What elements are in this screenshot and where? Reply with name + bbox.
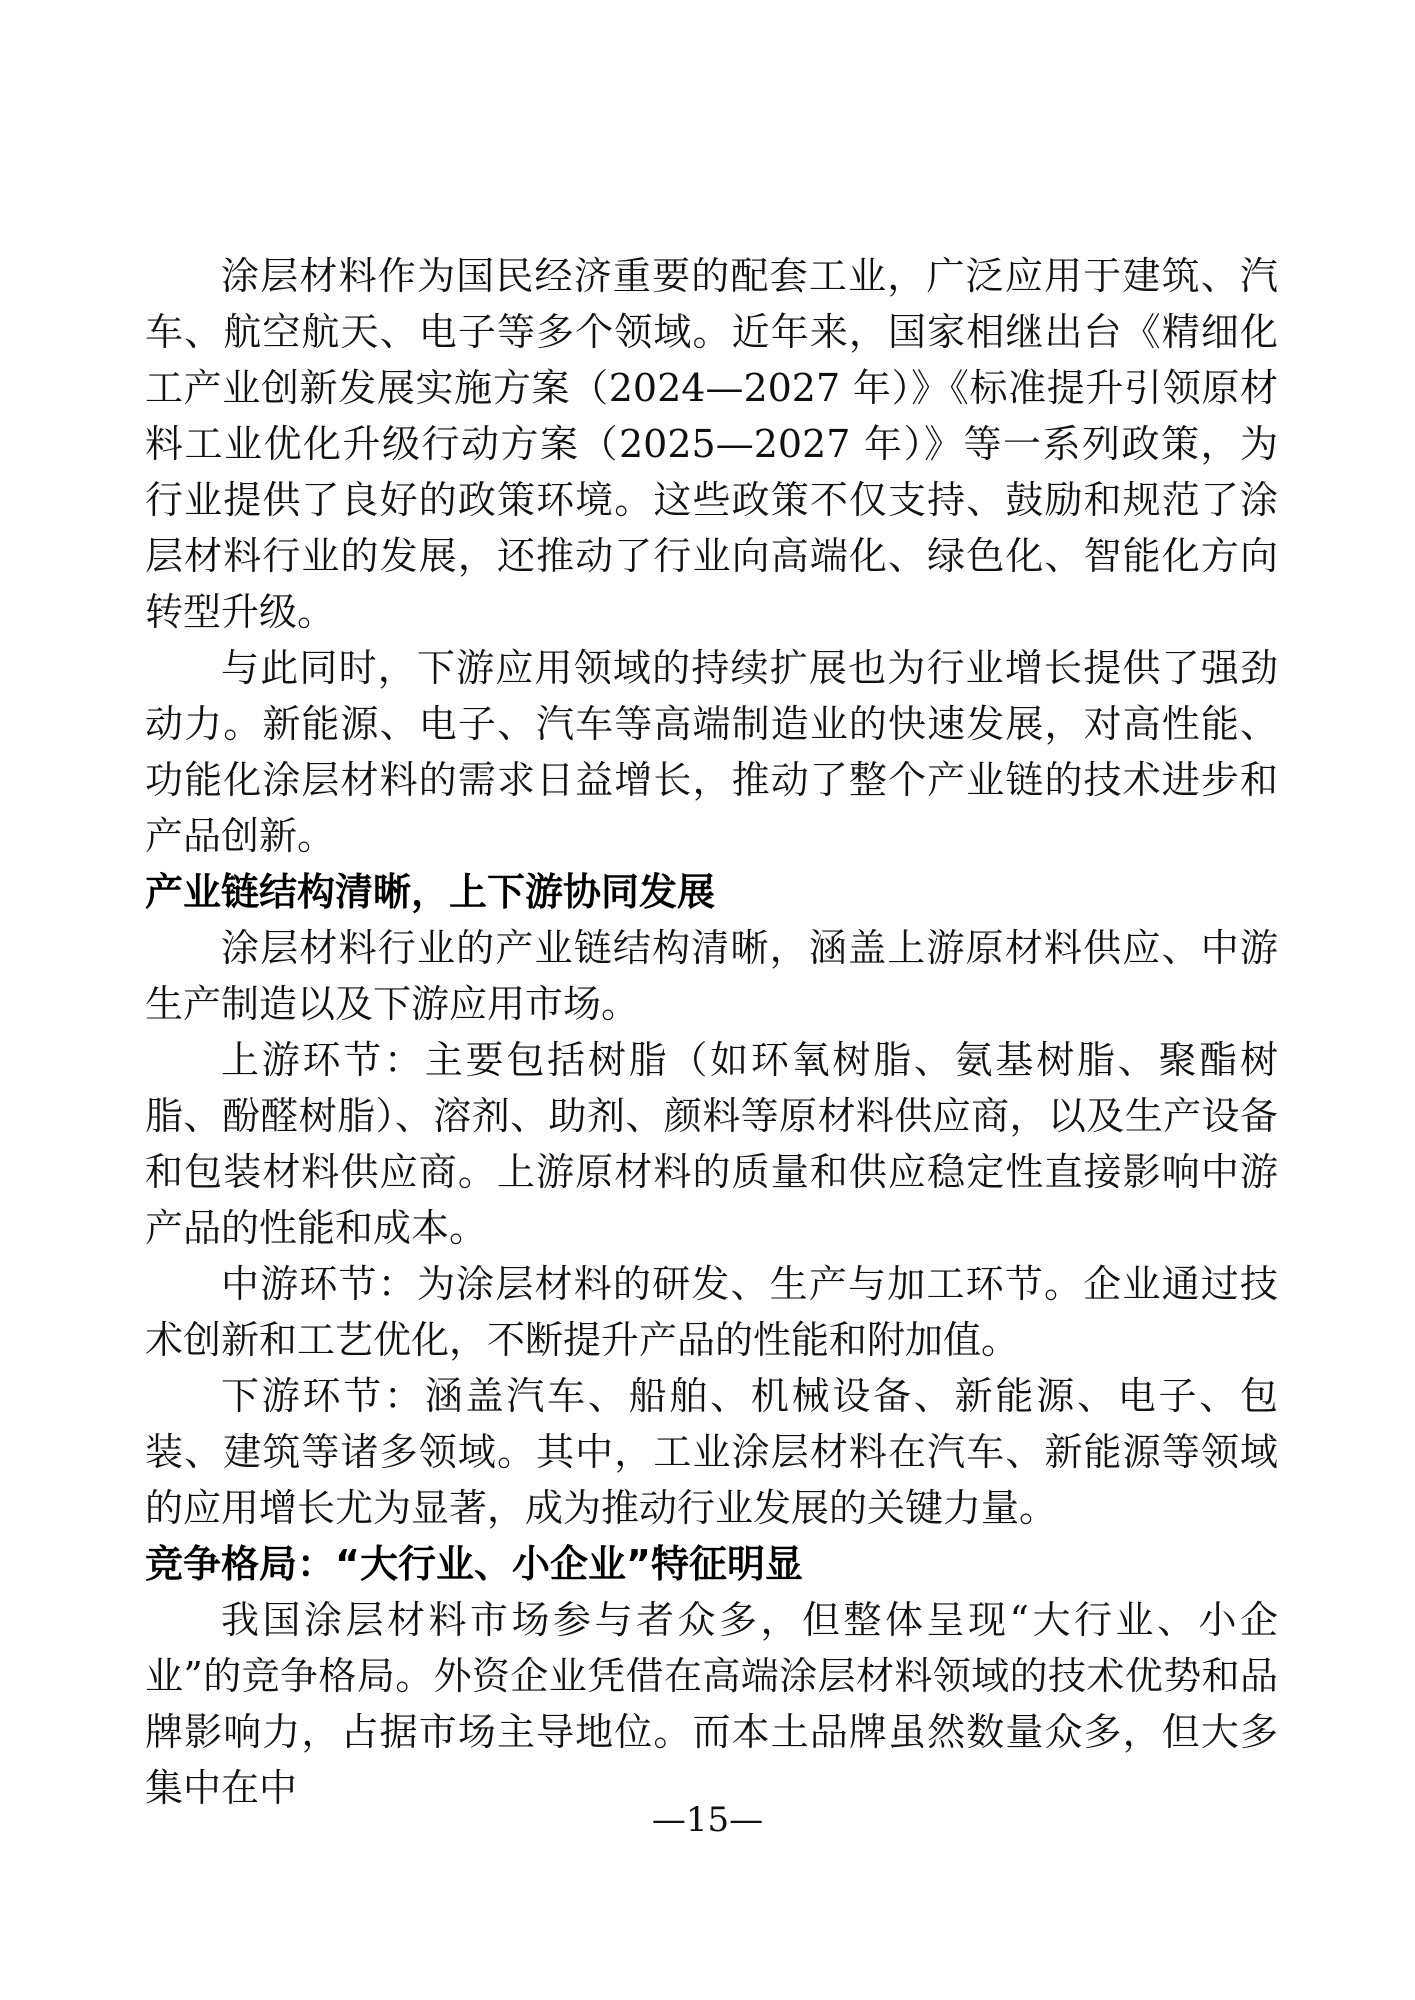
document-body xyxy=(145,248,1278,1816)
body-paragraph-downstream: 下游环节：涵盖汽车、船舶、机械设备、新能源、电子、包装、建筑等诸多领域。其中，工业涂层材料在汽车、新能源等领域的应用增长尤为显著，成为推动行业发展的关键力量。 xyxy=(145,1374,1278,1530)
section-heading-competition: 竞争格局：“大行业、小企业”特征明显 xyxy=(145,1542,803,1586)
body-paragraph-midstream: 中游环节：为涂层材料的研发、生产与加工环节。企业通过技术创新和工艺优化，不断提升产品的性能和附加值。 xyxy=(145,1262,1278,1362)
page-number: —15— xyxy=(651,1800,764,1840)
body-paragraph-upstream: 上游环节：主要包括树脂（如环氧树脂、氨基树脂、聚酯树脂、酚醛树脂）、溶剂、助剂、颜料等原材料供应商，以及生产设备和包装材料供应商。上游原材料的质量和供应稳定性直接影响中游产品的性能和成本。 xyxy=(145,1038,1278,1250)
body-paragraph-chain-summary: 涂层材料行业的产业链结构清晰，涵盖上游原材料供应、中游生产制造以及下游应用市场。 xyxy=(145,926,1278,1026)
body-paragraph-policy-overview: 涂层材料作为国民经济重要的配套工业，广泛应用于建筑、汽车、航空航天、电子等多个领域。近年来，国家相继出台《精细化工产业创新发展实施方案（2024—2027 年）》《标准提升引领原材料工业优化升级行动方案（2025—2027 年）》等一系列政策，为行业提供了良好的政策环境。这些政策不仅支持、鼓励和规范了涂层材料行业的发展，还推动了行业向高端化、绿色化、智能化方向转型升级。 xyxy=(145,254,1278,634)
body-paragraph-downstream-demand: 与此同时，下游应用领域的持续扩展也为行业增长提供了强劲动力。新能源、电子、汽车等高端制造业的快速发展，对高性能、功能化涂层材料的需求日益增长，推动了整个产业链的技术进步和产品创新。 xyxy=(145,646,1278,858)
body-paragraph-competition-landscape: 我国涂层材料市场参与者众多，但整体呈现“大行业、小企业”的竞争格局。外资企业凭借在高端涂层材料领域的技术优势和品牌影响力，占据市场主导地位。而本土品牌虽然数量众多，但大多集中在中 xyxy=(145,1598,1278,1810)
section-heading-industry-chain: 产业链结构清晰，上下游协同发展 xyxy=(145,870,716,914)
